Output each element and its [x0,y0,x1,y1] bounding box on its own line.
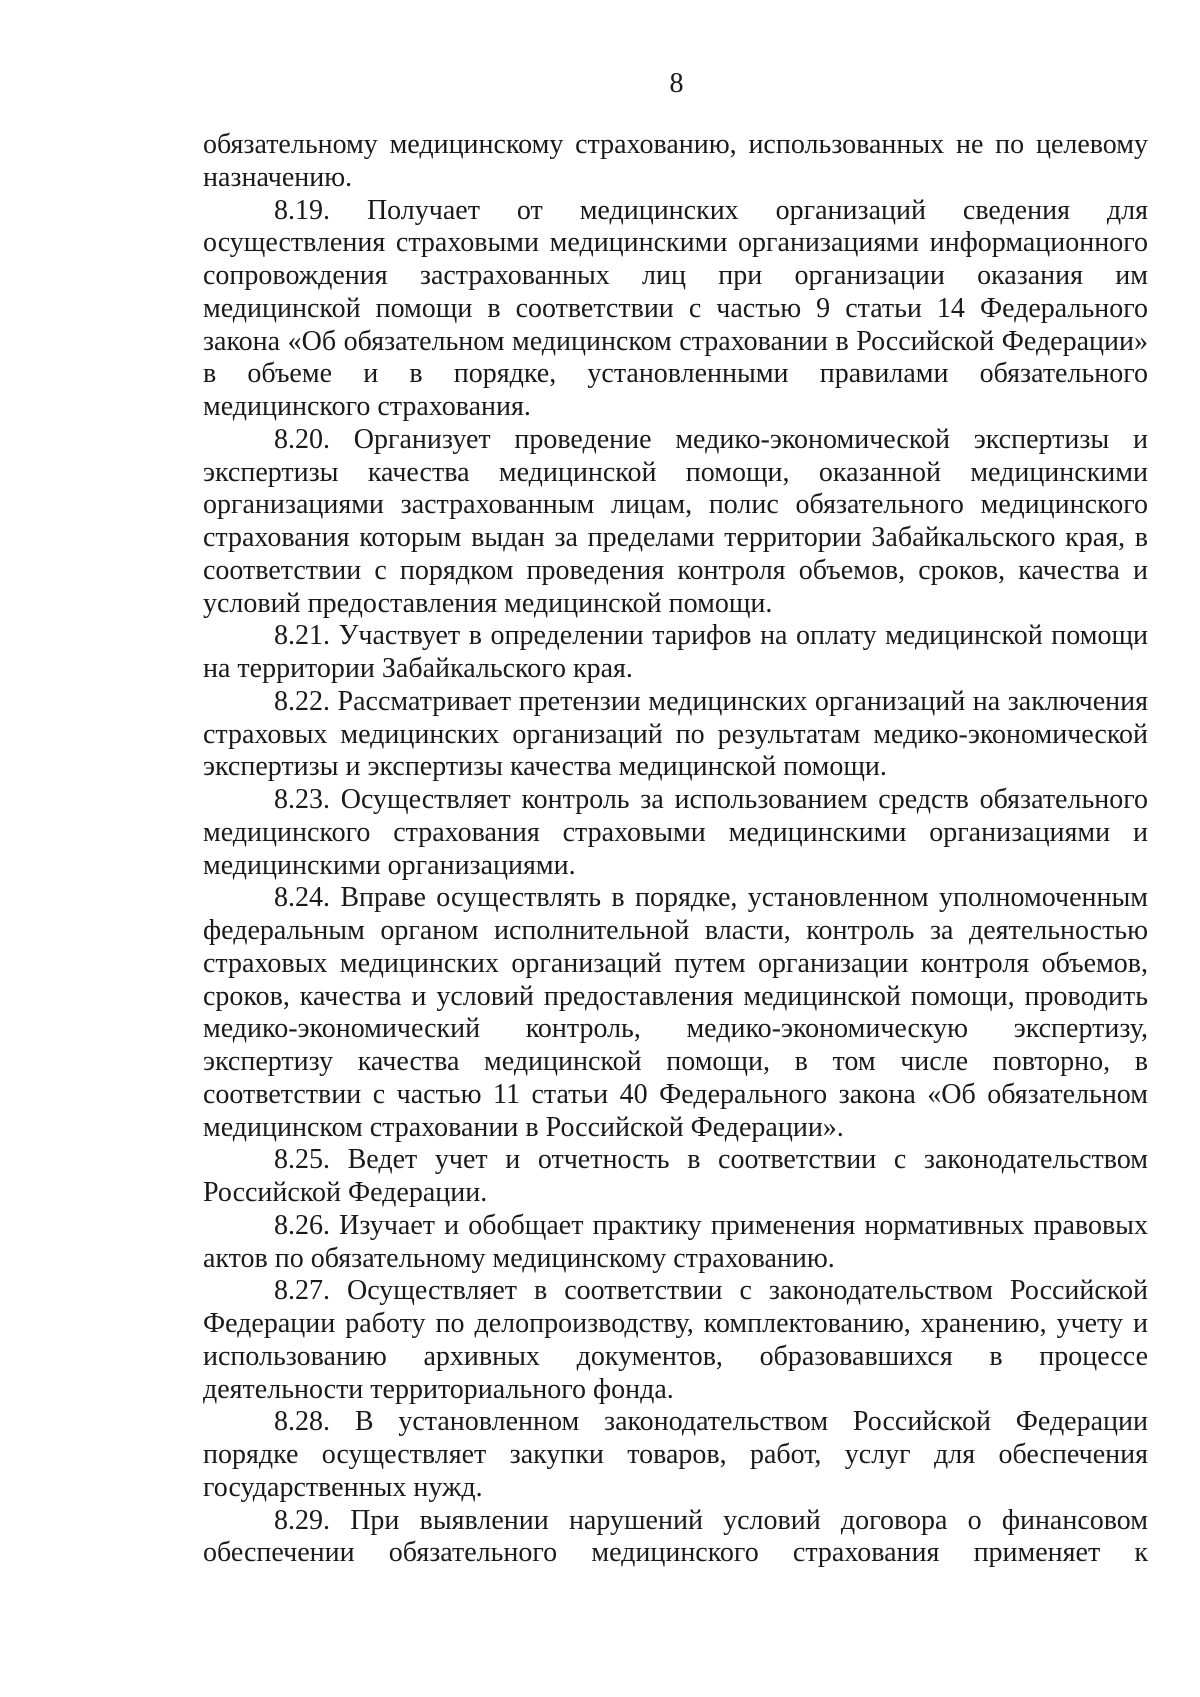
page-number: 8 [669,68,684,99]
paragraph-8-20: 8.20. Организует проведение медико-экономической экспертизы и экспертизы качества медицинской помощи, оказанной медицинскими организациями застрахованным лицам, полис обязательного медицинского страхования которым выдан за пределами территории Забайкальского края, в соответствии с порядком проведения контроля объемов, сроков, качества и условий предоставления медицинской помощи. [203,423,1148,619]
paragraph-continuation: обязательному медицинскому страхованию, использованных не по целевому назначению. [203,129,1148,193]
paragraph-8-24: 8.24. Вправе осуществлять в порядке, установленном уполномоченным федеральным органом исполнительной власти, контроль за деятельностью страховых медицинских организаций путем организации контроля объемов, сроков, качества и условий предоставления медицинской помощи, проводить медико-экономический контроль, медико-экономическую экспертизу, экспертизу качества медицинской помощи, в том числе повторно, в соответствии с частью 11 статьи 40 Федерального закона «Об обязательном медицинском страховании в Российской Федерации». [203,882,1148,1143]
paragraph-8-19: 8.19. Получает от медицинских организаций сведения для осуществления страховыми медицинскими организациями информационного сопровождения застрахованных лиц при организации оказания им медицинской помощи в соответствии с частью 9 статьи 14 Федерального закона «Об обязательном медицинском страховании в Российской Федерации» в объеме и в порядке, установленными правилами обязательного медицинского страхования. [203,194,1148,422]
paragraph-8-23: 8.23. Осуществляет контроль за использованием средств обязательного медицинского страхования страховыми медицинскими организациями и медицинскими организациями. [203,784,1148,881]
paragraph-8-29: 8.29. При выявлении нарушений условий договора о финансовом обеспечении обязательного медицинского страхования применяет к [203,1504,1148,1569]
paragraph-8-27: 8.27. Осуществляет в соответствии с законодательством Российской Федерации работу по делопроизводству, комплектованию, хранению, учету и использованию архивных документов, образовавшихся в процессе деятельности территориального фонда. [203,1275,1148,1405]
paragraph-8-28: 8.28. В установленном законодательством Российской Федерации порядке осуществляет закупки товаров, работ, услуг для обеспечения государственных нужд. [203,1406,1148,1503]
paragraph-8-26: 8.26. Изучает и обобщает практику применения нормативных правовых актов по обязательному медицинскому страхованию. [203,1209,1148,1274]
paragraph-8-21: 8.21. Участвует в определении тарифов на оплату медицинской помощи на территории Забайкальского края. [203,620,1148,684]
document-body [203,129,1148,1570]
paragraph-8-25: 8.25. Ведет учет и отчетность в соответствии с законодательством Российской Федерации. [203,1144,1148,1208]
paragraph-8-22: 8.22. Рассматривает претензии медицинских организаций на заключения страховых медицинских организаций по результатам медико-экономической экспертизы и экспертизы качества медицинской помощи. [203,685,1148,783]
